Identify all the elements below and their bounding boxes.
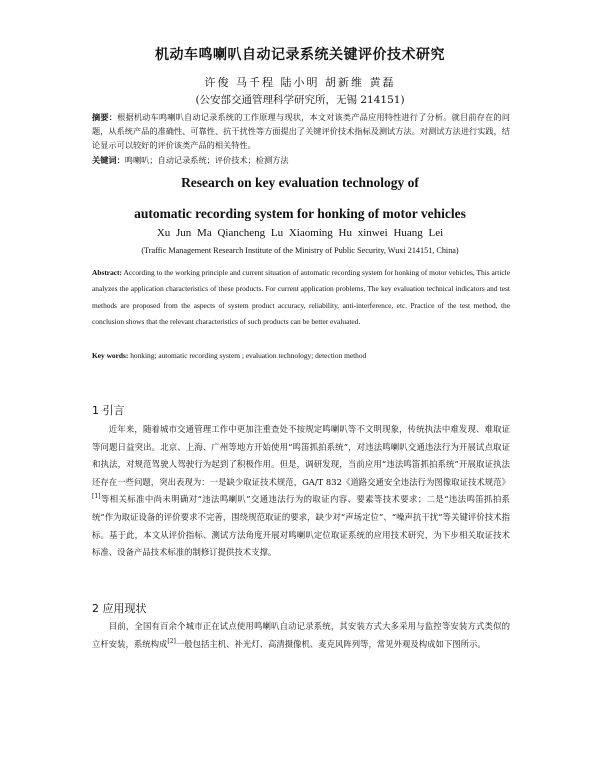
reference-1: [1] bbox=[92, 493, 101, 501]
chinese-title: 机动车鸣喇叭自动记录系统关键评价技术研究 bbox=[155, 47, 445, 63]
chinese-abstract-text: 根据机动车鸣喇叭自动记录系统的工作原理与现状，本文对该类产品应用特性进行了分析。就目前存在的问题，从系统产品的准确性、可靠性、抗干扰性等方面提出了关键评价技术指标及测试方法。对测试方法进行实践，结论显示可以较好的评价该类产品的相关特性。 bbox=[92, 112, 510, 150]
section-1-heading: 1 引言 bbox=[92, 404, 125, 417]
english-abstract bbox=[92, 265, 510, 330]
english-keywords-text: honking; automatic recording system ; evaluation technology; detection method bbox=[130, 351, 367, 360]
chinese-authors: 许俊 马千程 陆小明 胡新维 黄磊 bbox=[204, 76, 396, 89]
reference-2: [2] bbox=[167, 637, 176, 645]
english-affiliation: (Traffic Management Research Institute of the Ministry of Public Security, Wuxi 214151, China) bbox=[141, 246, 459, 255]
chinese-keywords bbox=[92, 154, 510, 166]
chinese-keywords-label: 关键词： bbox=[92, 155, 125, 165]
section-1-paragraph bbox=[92, 421, 510, 562]
section-1-text-a: 近年来，随着城市交通管理工作中更加注重查处不按规定鸣喇叭等不文明现象，传统执法中难发现、难取证等问题日益突出。北京、上海、广州等地方开始使用“鸣笛抓拍系统”，对违法鸣喇叭交通违法行为开展试点取证和执法，对规范驾驶人驾驶行为起到了积极作用。但是，调研发现，当前应用“违法鸣笛抓拍系统”开展取证执法还存在一些问题，突出表现为：一是缺少取证技术规范，GA/T 832《道路交通安全违法行为图像取证技术规范》 bbox=[92, 424, 510, 487]
english-title-line-1: Research on key evaluation technology of bbox=[181, 175, 419, 190]
english-abstract-label: Abstract: bbox=[92, 268, 122, 277]
section-2-text-b: 一般包括主机、补光灯、高清摄像机、麦克风阵列等，常见外观及构成如下图所示。 bbox=[175, 638, 486, 649]
chinese-abstract bbox=[92, 110, 510, 152]
chinese-abstract-label: 摘要： bbox=[92, 112, 118, 122]
english-keywords bbox=[92, 350, 510, 362]
english-abstract-text: According to the working principle and current situation of automatic recording system for honking of motor vehicles, This article analyzes the application characteristics of these products. For current application problems, The key evaluation technical indicators and test methods are proposed from the aspects of system product accuracy, reliability, anti-interference, etc. Practice of the test method, the conclusion shows that the relevant characteristics of such products can be better evaluated. bbox=[92, 268, 510, 326]
english-keywords-label: Key words: bbox=[92, 351, 129, 360]
section-2-heading: 2 应用现状 bbox=[92, 602, 147, 615]
english-title-line-2: automatic recording system for honking of motor vehicles bbox=[134, 206, 466, 221]
chinese-affiliation: (公安部交通管理科学研究所，无锡 214151) bbox=[195, 94, 405, 106]
chinese-keywords-text: 鸣喇叭；自动记录系统；评价技术；检测方法 bbox=[124, 155, 289, 165]
section-2-paragraph bbox=[92, 618, 510, 653]
section-2-text-a: 目前，全国有百余个城市正在试点使用鸣喇叭自动记录系统，其安装方式大多采用与监控等安装方式类似的立杆安装，系统构成 bbox=[92, 621, 510, 649]
english-authors: Xu Jun Ma Qiancheng Lu Xiaoming Hu xinwei Huang Lei bbox=[156, 227, 444, 239]
section-1-text-b: 等相关标准中尚未明确对“违法鸣喇叭”交通违法行为的取证内容、要素等技术要求；二是“违法鸣笛抓拍系统”作为取证设备的评价要求不完善，围绕规范取证的要求，缺少对“声场定位”、“噪声抗干扰”等关键评价技术指标。基于此，本文从评价指标、测试方法角度开展对鸣喇叭定位取证系统的应用技术研究，为下步相关取证技术标准、设备产品技术标准的制修订提供技术支撑。 bbox=[92, 494, 510, 558]
